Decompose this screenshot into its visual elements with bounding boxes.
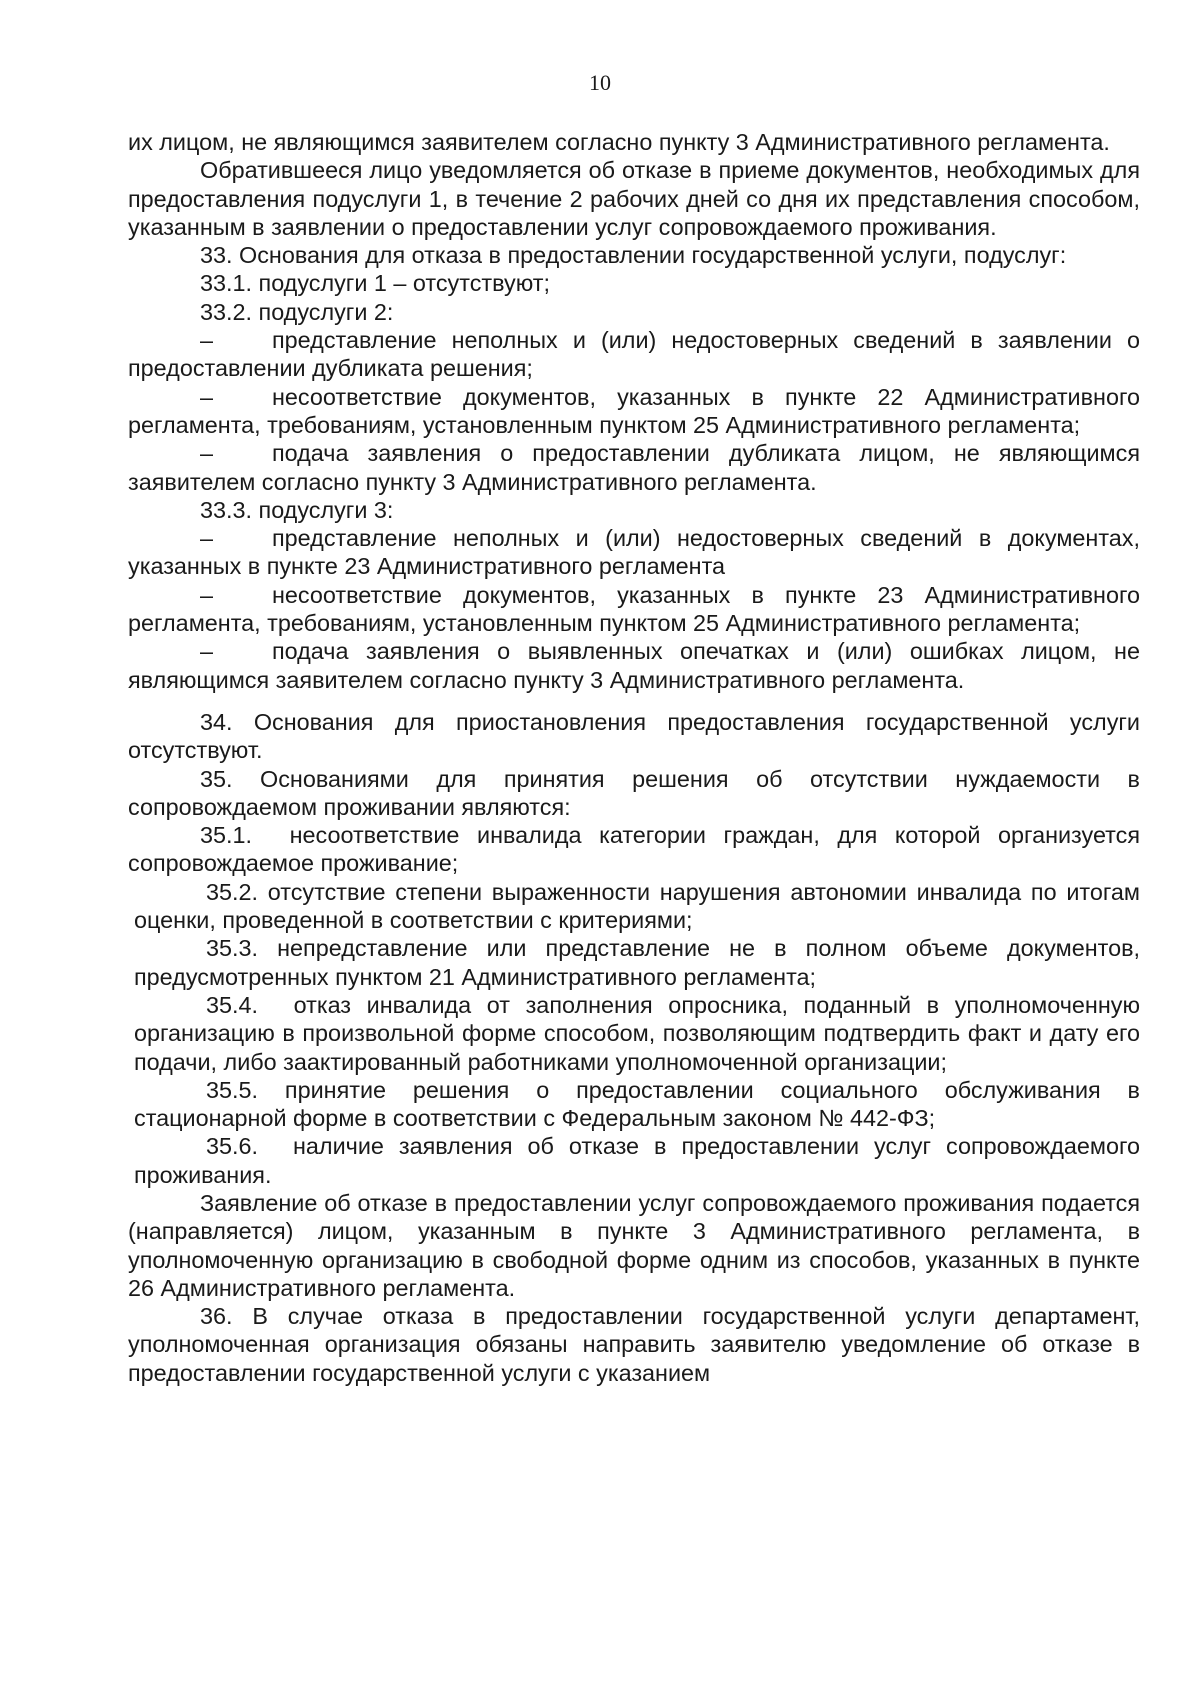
page-number: 10 (589, 70, 611, 95)
paragraph: Заявление об отказе в предоставлении услуг сопровождаемого проживания подается (направляется) лицом, указанным в пункте 3 Административного регламента, в уполномоченную организацию в свободной форме одним из способов, указанных в пункте 26 Административного регламента. (128, 1189, 1140, 1301)
paragraph-33: 33. Основания для отказа в предоставлении государственной услуги, подуслуг: (200, 242, 1067, 269)
dash-marker: – (200, 581, 214, 608)
item-text: наличие заявления об отказе в предоставлении услуг сопровождаемого проживания. (134, 1133, 1141, 1188)
paragraph-33-2: 33.2. подуслуги 2: (200, 298, 394, 325)
list-item (128, 581, 1140, 638)
dash-marker: – (200, 525, 214, 552)
list-item-text: представление неполных и (или) недостоверных сведений в заявлении о предоставлении дубликата решения; (128, 327, 1140, 382)
item-number: 35.6. (206, 1133, 259, 1160)
paragraph-34: 34. Основания для приостановления предоставления государственной услуги отсутствуют. (128, 708, 1140, 764)
paragraph-35-1 (128, 821, 1140, 878)
paragraph: Обратившееся лицо уведомляется об отказе в приеме документов, необходимых для предоставления подуслуги 1, в течение 2 рабочих дней со дня их представления способом, указанным в заявлении о предоставлении услуг сопровождаемого проживания. (128, 157, 1140, 240)
list-item-text: подача заявления о предоставлении дубликата лицом, не являющимся заявителем согласно пункту 3 Административного регламента. (128, 440, 1140, 495)
paragraph-35-4 (128, 991, 1140, 1076)
dash-marker: – (200, 440, 214, 467)
list-item (128, 637, 1140, 694)
dash-marker: – (200, 638, 214, 665)
item-text: несоответствие инвалида категории граждан, для которой организуется сопровождаемое проживание; (128, 822, 1140, 877)
paragraph-35: 35. Основаниями для принятия решения об отсутствии нуждаемости в сопровождаемом проживании являются: (128, 765, 1140, 820)
paragraph-35-2: 35.2. отсутствие степени выраженности нарушения автономии инвалида по итогам оценки, проведенной в соответствии с критериями; (134, 878, 1140, 934)
paragraph-35-6 (128, 1132, 1140, 1189)
paragraph: их лицом, не являющимся заявителем согласно пункту 3 Административного регламента. (128, 129, 1110, 155)
list-item-text: представление неполных и (или) недостоверных сведений в документах, указанных в пункте 23 Административного регламента (128, 525, 1140, 580)
list-item-text: подача заявления о выявленных опечатках и (или) ошибках лицом, не являющимся заявителем согласно пункту 3 Административного регламента. (128, 638, 1140, 693)
paragraph-33-3: 33.3. подуслуги 3: (200, 496, 394, 523)
item-text: отказ инвалида от заполнения опросника, поданный в уполномоченную организацию в произвольной форме способом, позволяющим подтвердить факт и дату его подачи, либо заактированный работниками уполномоченной организации; (134, 991, 1140, 1075)
paragraph-35-3: 35.3. непредставление или представление не в полном объеме документов, предусмотренных пунктом 21 Административного регламента; (134, 935, 1140, 990)
list-item-text: несоответствие документов, указанных в пункте 23 Административного регламента, требованиям, установленным пунктом 25 Административного регламента; (128, 581, 1140, 637)
paragraph-33-1: 33.1. подуслуги 1 – отсутствуют; (200, 270, 550, 297)
paragraph-36: 36. В случае отказа в предоставлении государственной услуги департамент, уполномоченная организация обязаны направить заявителю уведомление об отказе в предоставлении государственной услуги с указанием (128, 1303, 1140, 1386)
dash-marker: – (200, 327, 214, 354)
list-item (128, 439, 1140, 496)
list-item-text: несоответствие документов, указанных в пункте 22 Административного регламента, требованиям, установленным пунктом 25 Административного регламента; (128, 383, 1140, 438)
dash-marker: – (200, 383, 214, 410)
list-item (128, 326, 1140, 383)
list-item (128, 524, 1140, 581)
item-number: 35.1. (200, 822, 253, 849)
document-body (128, 128, 1140, 1387)
list-item (128, 383, 1140, 440)
item-number: 35.4. (206, 991, 259, 1018)
paragraph-35-5: 35.5. принятие решения о предоставлении социального обслуживания в стационарной форме в соответствии с Федеральным законом № 442-ФЗ; (134, 1076, 1140, 1132)
